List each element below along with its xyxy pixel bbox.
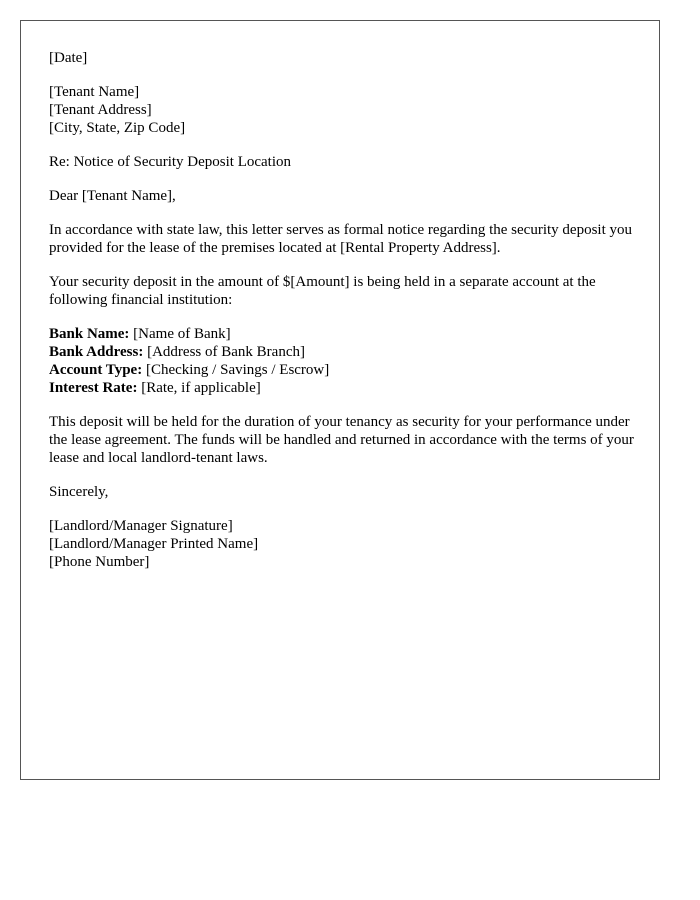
recipient-block <box>49 83 639 137</box>
letter-date <box>49 49 639 67</box>
bank-name-value: [Name of Bank] <box>129 326 231 342</box>
phone-number: [Phone Number] <box>49 554 150 570</box>
interest-rate-row <box>49 379 639 397</box>
subject-text: Re: Notice of Security Deposit Location <box>49 154 292 170</box>
recipient-name: [Tenant Name] <box>49 84 140 100</box>
signature-block <box>49 517 639 571</box>
bank-address-row <box>49 343 639 361</box>
interest-rate-value: [Rate, if applicable] <box>137 380 261 396</box>
closing-text: Sincerely, <box>49 484 109 500</box>
letter-body <box>49 49 639 587</box>
paragraph-notice-text: In accordance with state law, this letter serves as formal notice regarding the security deposit you provided for the lease of the premises located at [Rental Property Address]. <box>49 222 632 256</box>
account-type-row <box>49 361 639 379</box>
subject-line <box>49 153 639 171</box>
paragraph-deposit <box>49 273 639 309</box>
bank-name-label: Bank Name: <box>49 326 130 342</box>
recipient-address: [Tenant Address] <box>49 102 152 118</box>
paragraph-terms-text: This deposit will be held for the duration of your tenancy as security for your performance under the lease agreement. The funds will be handled and returned in accordance with the terms of your lease and local landlord-tenant laws. <box>49 414 634 466</box>
salutation-text: Dear [Tenant Name], <box>49 188 176 204</box>
account-type-value: [Checking / Savings / Escrow] <box>142 362 330 378</box>
bank-address-label: Bank Address: <box>49 344 144 360</box>
paragraph-deposit-text: Your security deposit in the amount of $[Amount] is being held in a separate account at the following financial institution: <box>49 274 596 308</box>
date-text: [Date] <box>49 50 88 66</box>
account-type-label: Account Type: <box>49 362 143 378</box>
interest-rate-label: Interest Rate: <box>49 380 138 396</box>
paragraph-notice <box>49 221 639 257</box>
letter-page <box>20 20 660 780</box>
bank-details-block <box>49 325 639 397</box>
bank-address-value: [Address of Bank Branch] <box>143 344 305 360</box>
printed-name: [Landlord/Manager Printed Name] <box>49 536 259 552</box>
salutation <box>49 187 639 205</box>
paragraph-terms <box>49 413 639 467</box>
bank-name-row <box>49 325 639 343</box>
closing <box>49 483 639 501</box>
recipient-city-state-zip: [City, State, Zip Code] <box>49 120 186 136</box>
signature-line: [Landlord/Manager Signature] <box>49 518 233 534</box>
